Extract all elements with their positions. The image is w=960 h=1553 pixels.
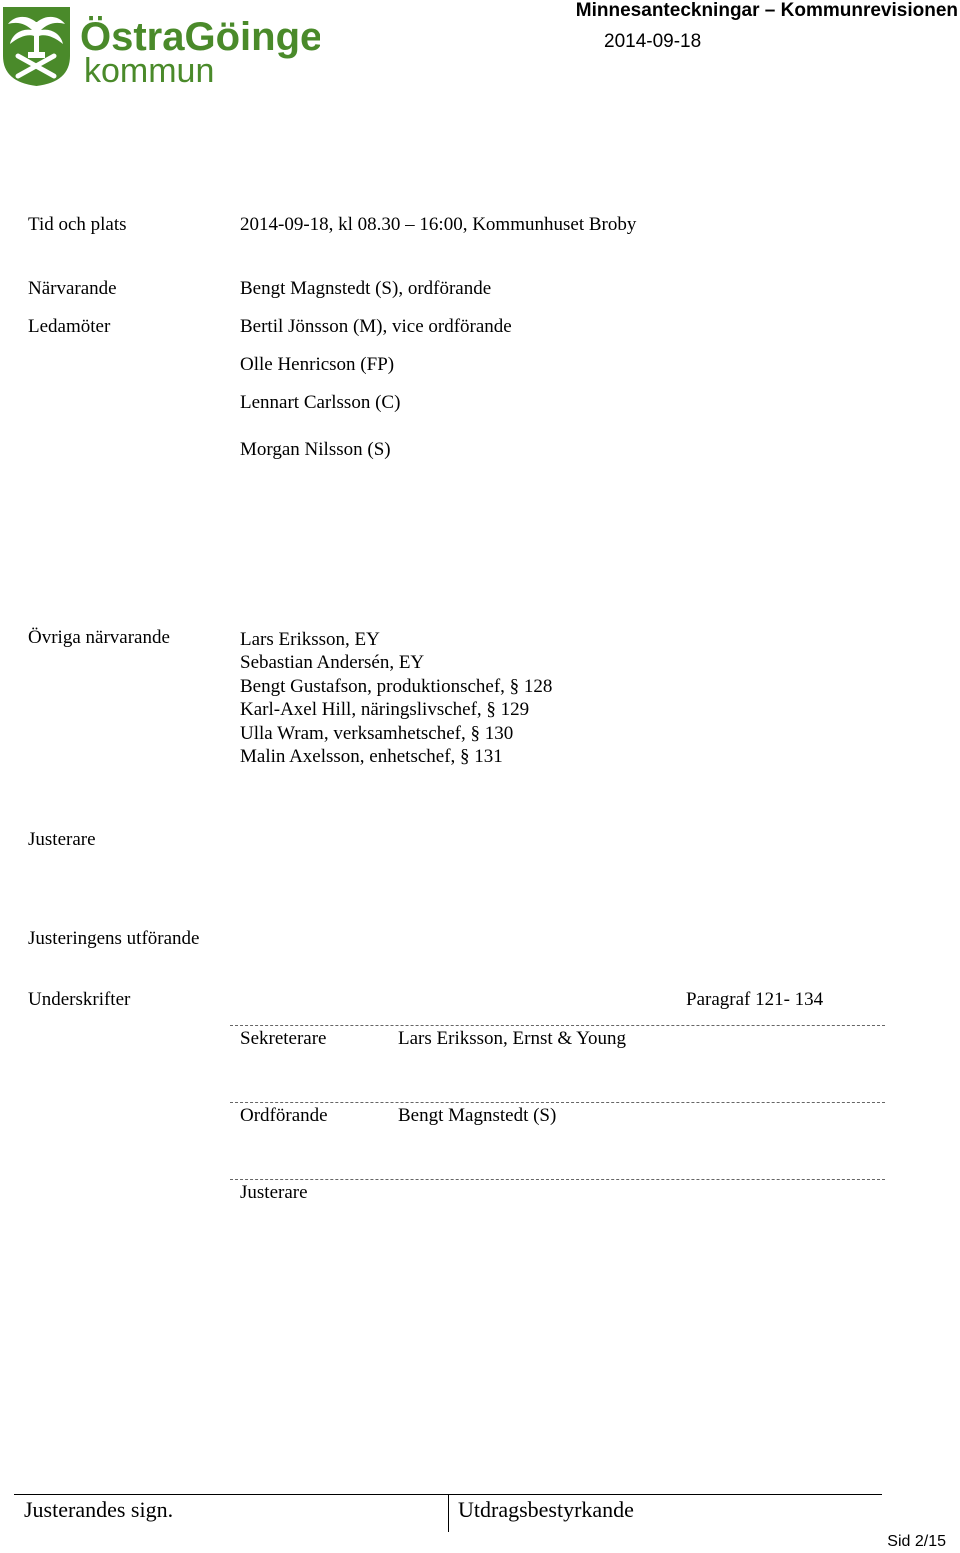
signature-name: Lars Eriksson, Ernst & Young — [398, 1028, 627, 1049]
time-place-value: 2014-09-18, kl 08.30 – 16:00, Kommunhuset Broby — [240, 214, 637, 235]
signature-role: Ordförande — [240, 1105, 328, 1126]
member-item: Olle Henricson (FP) — [240, 354, 395, 375]
signature-line — [230, 1179, 885, 1180]
time-place-label: Tid och plats — [28, 214, 127, 235]
signature-line — [230, 1025, 885, 1026]
adjustment-label: Justeringens utförande — [28, 928, 200, 949]
member-item: Lennart Carlsson (C) — [240, 392, 401, 413]
member-item: Bengt Magnstedt (S), ordförande — [240, 278, 492, 299]
signature-name: Bengt Magnstedt (S) — [398, 1105, 557, 1126]
member-item: Morgan Nilsson (S) — [240, 439, 391, 460]
signatures-label: Underskrifter — [28, 989, 131, 1010]
page-number: Sid 2/15 — [887, 1533, 946, 1550]
footer-adjusters-sign: Justerandes sign. — [24, 1497, 174, 1522]
other-attendee: Sebastian Andersén, EY — [240, 652, 425, 674]
signature-role: Sekreterare — [240, 1028, 327, 1049]
footer-certified-extract: Utdragsbestyrkande — [458, 1497, 634, 1522]
footer-column-divider — [448, 1494, 449, 1532]
document-date: 2014-09-18 — [604, 31, 702, 52]
other-attendee: Ulla Wram, verksamhetschef, § 130 — [240, 722, 514, 744]
signature-line — [230, 1102, 885, 1103]
document-title: Minnesanteckningar – Kommunrevisionen — [575, 0, 958, 21]
municipality-logo — [0, 4, 320, 88]
logo-text-line1: ÖstraGöinge — [80, 15, 320, 59]
members-label: Ledamöter — [28, 316, 111, 337]
logo-text-line2: kommun — [84, 52, 215, 88]
others-label: Övriga närvarande — [28, 627, 170, 648]
other-attendee: Bengt Gustafson, produktionschef, § 128 — [240, 675, 553, 697]
member-item: Bertil Jönsson (M), vice ordförande — [240, 316, 512, 337]
paragraph-range: Paragraf 121- 134 — [686, 989, 824, 1010]
other-attendee: Malin Axelsson, enhetschef, § 131 — [240, 746, 503, 768]
other-attendee: Karl-Axel Hill, näringslivschef, § 129 — [240, 699, 530, 721]
signature-role: Justerare — [240, 1182, 308, 1203]
others-list — [240, 628, 552, 768]
other-attendee: Lars Eriksson, EY — [240, 629, 380, 650]
adjuster-label: Justerare — [28, 829, 96, 850]
present-label: Närvarande — [28, 278, 117, 299]
